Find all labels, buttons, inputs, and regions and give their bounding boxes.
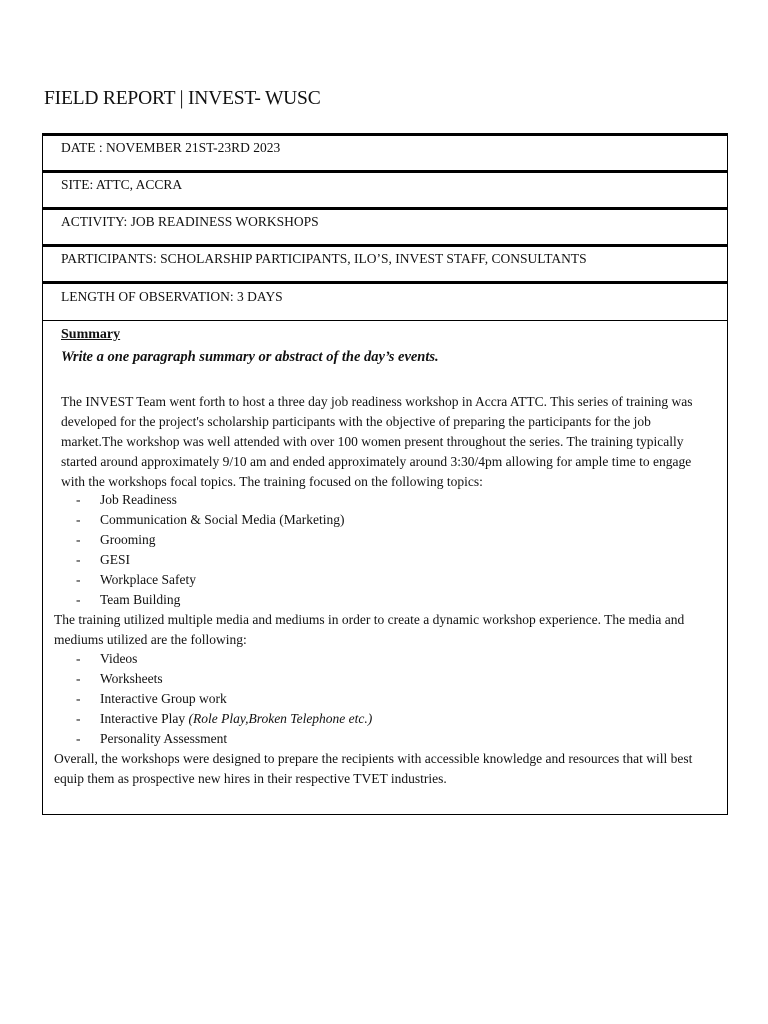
activity-row bbox=[42, 210, 728, 247]
list-item: - Communication & Social Media (Marketing) bbox=[75, 510, 344, 530]
list-item: - Grooming bbox=[75, 530, 344, 550]
activity-text: ACTIVITY: JOB READINESS WORKSHOPS bbox=[61, 214, 319, 229]
date-row bbox=[42, 136, 728, 173]
list-item: - Team Building bbox=[75, 590, 344, 610]
media-item-note: (Role Play,Broken Telephone etc.) bbox=[188, 711, 373, 726]
summary-paragraph-1: The INVEST Team went forth to host a three day job readiness workshop in Accra ATTC. This series of training was developed for the project's scholarship participants with the objective of preparing the participants for the job market.The workshop was well attended with over 100 women present throughout the series. The training typically started around approximately 9/10 am and ended approximately around 3:30/4pm allowing for ample time to engage with the workshops focal topics. The training focused on the following topics: bbox=[61, 394, 693, 489]
length-row bbox=[42, 284, 728, 321]
report-title: FIELD REPORT | INVEST- WUSC bbox=[44, 88, 321, 109]
summary-instruction: Write a one paragraph summary or abstract of the day’s events. bbox=[61, 349, 439, 365]
site-text: SITE: ATTC, ACCRA bbox=[61, 177, 183, 192]
list-item: - Personality Assessment bbox=[75, 729, 372, 749]
list-item: - Worksheets bbox=[75, 669, 372, 689]
participants-text: PARTICIPANTS: SCHOLARSHIP PARTICIPANTS, ILO’S, INVEST STAFF, CONSULTANTS bbox=[61, 251, 587, 266]
summary-paragraph-3: Overall, the workshops were designed to prepare the recipients with accessible knowledge and resources that will best equip them as prospective new hires in their respective TVET industries. bbox=[54, 751, 693, 786]
media-list bbox=[75, 649, 372, 749]
list-item: - GESI bbox=[75, 550, 344, 570]
report-table bbox=[42, 133, 728, 815]
list-item: - Interactive Group work bbox=[75, 689, 372, 709]
site-row bbox=[42, 173, 728, 210]
participants-row bbox=[42, 247, 728, 284]
list-item: - Videos bbox=[75, 649, 372, 669]
summary-paragraph-2: The training utilized multiple media and mediums in order to create a dynamic workshop experience. The media and mediums utilized are the following: bbox=[54, 612, 685, 647]
list-item: - Workplace Safety bbox=[75, 570, 344, 590]
summary-heading: Summary bbox=[61, 327, 121, 342]
date-text: DATE : NOVEMBER 21ST-23RD 2023 bbox=[61, 140, 281, 155]
list-item: - Job Readiness bbox=[75, 490, 344, 510]
length-text: LENGTH OF OBSERVATION: 3 DAYS bbox=[61, 289, 283, 304]
list-item bbox=[75, 709, 372, 729]
media-item-label: Interactive Play bbox=[100, 711, 186, 726]
summary-section bbox=[42, 321, 728, 815]
topics-list bbox=[75, 490, 344, 610]
